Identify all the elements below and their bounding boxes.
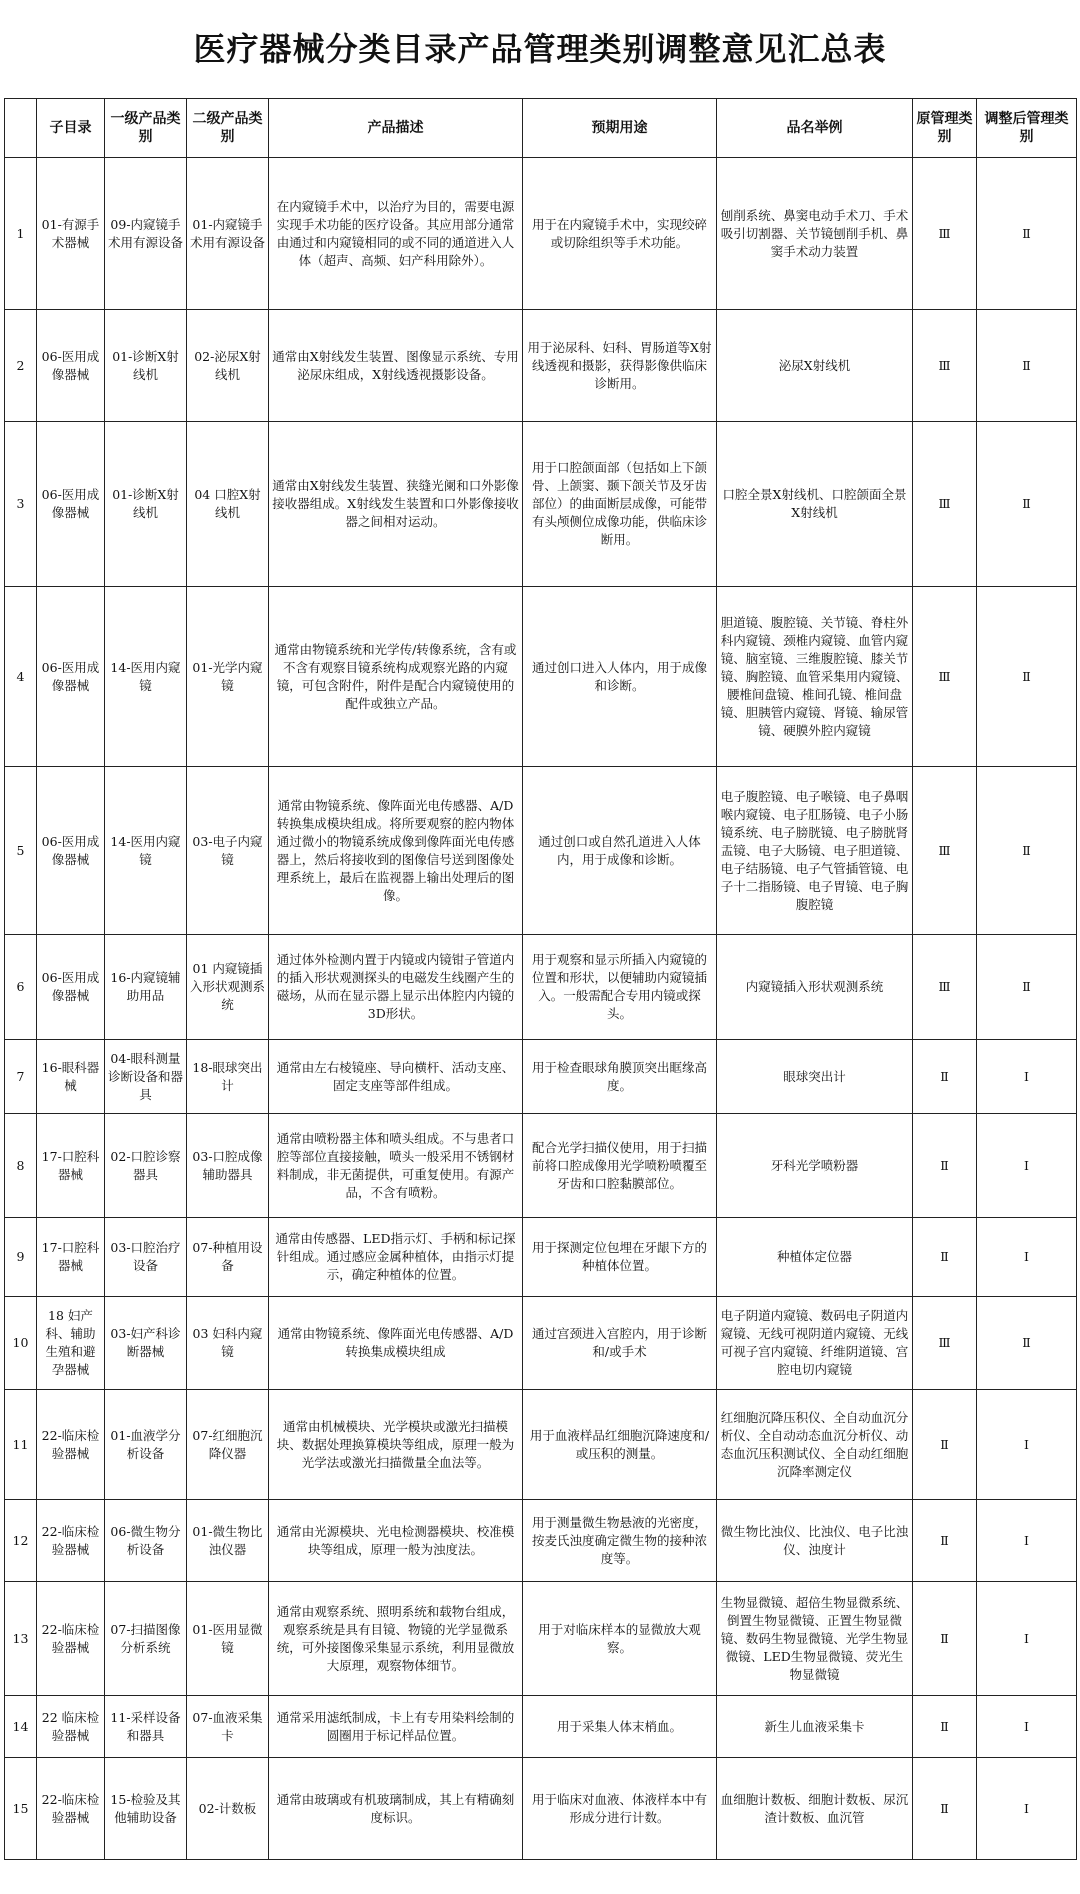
original-class-cell: Ⅲ: [913, 935, 977, 1040]
original-class-cell: Ⅲ: [913, 587, 977, 767]
table-row: [5, 1582, 1077, 1696]
level2-category-cell: 07-种植用设备: [187, 1218, 269, 1297]
level1-category-cell: 15-检验及其他辅助设备: [105, 1758, 187, 1860]
description-cell: 通过体外检测内置于内镜或内镜钳子管道内的插入形状观测探头的电磁发生线圈产生的磁场，从而在显示器上显示出体腔内内镜的3D形状。: [269, 935, 523, 1040]
table-body: [5, 158, 1077, 1860]
examples-cell: 生物显微镜、超倍生物显微系统、倒置生物显微镜、正置生物显微镜、数码生物显微镜、光学生物显微镜、LED生物显微镜、荧光生物显微镜: [717, 1582, 913, 1696]
subcatalog-cell: 06-医用成像器械: [37, 767, 105, 935]
original-class-cell: Ⅲ: [913, 767, 977, 935]
subcatalog-cell: 22-临床检验器械: [37, 1390, 105, 1500]
row-index: 3: [5, 422, 37, 587]
original-class-cell: Ⅱ: [913, 1040, 977, 1114]
subcatalog-cell: 06-医用成像器械: [37, 935, 105, 1040]
intended-use-cell: 通过创口或自然孔道进入人体内，用于成像和诊断。: [523, 767, 717, 935]
intended-use-cell: 通过创口进入人体内，用于成像和诊断。: [523, 587, 717, 767]
subcatalog-cell: 06-医用成像器械: [37, 310, 105, 422]
row-index: 1: [5, 158, 37, 310]
level1-category-cell: 01-诊断X射线机: [105, 422, 187, 587]
examples-cell: 血细胞计数板、细胞计数板、尿沉渣计数板、血沉管: [717, 1758, 913, 1860]
row-index: 2: [5, 310, 37, 422]
subcatalog-cell: 06-医用成像器械: [37, 422, 105, 587]
adjusted-class-cell: Ⅱ: [977, 310, 1077, 422]
adjusted-class-cell: Ⅰ: [977, 1500, 1077, 1582]
header-adjusted-class: 调整后管理类别: [977, 99, 1077, 158]
row-index: 13: [5, 1582, 37, 1696]
table-row: [5, 935, 1077, 1040]
level1-category-cell: 07-扫描图像分析系统: [105, 1582, 187, 1696]
description-cell: 通常由X射线发生装置、狭缝光阑和口外影像接收器组成。X射线发生装置和口外影像接收器之间相对运动。: [269, 422, 523, 587]
adjusted-class-cell: Ⅱ: [977, 1297, 1077, 1390]
table-row: [5, 587, 1077, 767]
intended-use-cell: 用于测量微生物悬液的光密度，按麦氏浊度确定微生物的接种浓度等。: [523, 1500, 717, 1582]
subcatalog-cell: 01-有源手术器械: [37, 158, 105, 310]
intended-use-cell: 通过宫颈进入宫腔内，用于诊断和/或手术: [523, 1297, 717, 1390]
level1-category-cell: 02-口腔诊察器具: [105, 1114, 187, 1218]
description-cell: 通常由物镜系统、像阵面光电传感器、A/D转换集成模块组成。将所要观察的腔内物体通过微小的物镜系统成像到像阵面光电传感器上，然后将接收到的图像信号送到图像处理系统上，最后在监视器上输出处理后的图像。: [269, 767, 523, 935]
examples-cell: 牙科光学喷粉器: [717, 1114, 913, 1218]
subcatalog-cell: 22-临床检验器械: [37, 1500, 105, 1582]
subcatalog-cell: 16-眼科器械: [37, 1040, 105, 1114]
level1-category-cell: 14-医用内窥镜: [105, 767, 187, 935]
examples-cell: 电子阴道内窥镜、数码电子阴道内窥镜、无线可视阴道内窥镜、无线可视子宫内窥镜、纤维阴道镜、宫腔电切内窥镜: [717, 1297, 913, 1390]
intended-use-cell: 用于临床对血液、体液样本中有形成分进行计数。: [523, 1758, 717, 1860]
table-row: [5, 1040, 1077, 1114]
page-title: 医疗器械分类目录产品管理类别调整意见汇总表: [193, 30, 887, 68]
examples-cell: 电子腹腔镜、电子喉镜、电子鼻咽喉内窥镜、电子肛肠镜、电子小肠镜系统、电子膀胱镜、电子膀胱肾盂镜、电子大肠镜、电子胆道镜、电子结肠镜、电子气管插管镜、电子十二指肠镜、电子胃镜、电子胸腹腔镜: [717, 767, 913, 935]
table-row: [5, 767, 1077, 935]
level1-category-cell: 09-内窥镜手术用有源设备: [105, 158, 187, 310]
examples-cell: 泌尿X射线机: [717, 310, 913, 422]
level1-category-cell: 06-微生物分析设备: [105, 1500, 187, 1582]
description-cell: 通常由玻璃或有机玻璃制成，其上有精确刻度标识。: [269, 1758, 523, 1860]
row-index: 10: [5, 1297, 37, 1390]
original-class-cell: Ⅱ: [913, 1500, 977, 1582]
original-class-cell: Ⅱ: [913, 1114, 977, 1218]
header-product-description: 产品描述: [269, 99, 523, 158]
level1-category-cell: 04-眼科测量诊断设备和器具: [105, 1040, 187, 1114]
intended-use-cell: 用于观察和显示所插入内窥镜的位置和形状，以便辅助内窥镜插入。一般需配合专用内镜或探头。: [523, 935, 717, 1040]
intended-use-cell: 用于检查眼球角膜顶突出眶缘高度。: [523, 1040, 717, 1114]
original-class-cell: Ⅱ: [913, 1218, 977, 1297]
level1-category-cell: 14-医用内窥镜: [105, 587, 187, 767]
level2-category-cell: 18-眼球突出计: [187, 1040, 269, 1114]
row-index: 12: [5, 1500, 37, 1582]
row-index: 15: [5, 1758, 37, 1860]
adjusted-class-cell: Ⅰ: [977, 1582, 1077, 1696]
examples-cell: 刨削系统、鼻窦电动手术刀、手术吸引切割器、关节镜刨削手机、鼻窦手术动力装置: [717, 158, 913, 310]
level1-category-cell: 11-采样设备和器具: [105, 1696, 187, 1758]
header-row: [5, 99, 1077, 158]
examples-cell: 种植体定位器: [717, 1218, 913, 1297]
table-row: [5, 1218, 1077, 1297]
intended-use-cell: 用于对临床样本的显微放大观察。: [523, 1582, 717, 1696]
subcatalog-cell: 22-临床检验器械: [37, 1582, 105, 1696]
description-cell: 通常由喷粉器主体和喷头组成。不与患者口腔等部位直接接触，喷头一般采用不锈钢材料制成，非无菌提供，可重复使用。有源产品，不含有喷粉。: [269, 1114, 523, 1218]
original-class-cell: Ⅲ: [913, 310, 977, 422]
level2-category-cell: 01-光学内窥镜: [187, 587, 269, 767]
row-index: 4: [5, 587, 37, 767]
original-class-cell: Ⅲ: [913, 158, 977, 310]
adjusted-class-cell: Ⅱ: [977, 422, 1077, 587]
description-cell: 通常由光源模块、光电检测器模块、校准模块等组成，原理一般为浊度法。: [269, 1500, 523, 1582]
adjusted-class-cell: Ⅱ: [977, 935, 1077, 1040]
original-class-cell: Ⅱ: [913, 1582, 977, 1696]
subcatalog-cell: 22 临床检验器械: [37, 1696, 105, 1758]
table-row: [5, 1500, 1077, 1582]
examples-cell: 微生物比浊仪、比浊仪、电子比浊仪、浊度计: [717, 1500, 913, 1582]
examples-cell: 红细胞沉降压积仪、全自动血沉分析仪、全自动动态血沉分析仪、动态血沉压积测试仪、全自动红细胞沉降率测定仪: [717, 1390, 913, 1500]
adjusted-class-cell: Ⅱ: [977, 767, 1077, 935]
level2-category-cell: 03-电子内窥镜: [187, 767, 269, 935]
subcatalog-cell: 18 妇产科、辅助生殖和避孕器械: [37, 1297, 105, 1390]
table-row: [5, 1297, 1077, 1390]
level2-category-cell: 01 内窥镜插入形状观测系统: [187, 935, 269, 1040]
table-row: [5, 310, 1077, 422]
intended-use-cell: 配合光学扫描仪使用，用于扫描前将口腔成像用光学喷粉喷覆至牙齿和口腔黏膜部位。: [523, 1114, 717, 1218]
description-cell: 在内窥镜手术中，以治疗为目的，需要电源实现手术功能的医疗设备。其应用部分通常由通过和内窥镜相同的或不同的通道进入人体（超声、高频、妇产科用除外）。: [269, 158, 523, 310]
adjusted-class-cell: Ⅰ: [977, 1390, 1077, 1500]
row-index: 7: [5, 1040, 37, 1114]
level2-category-cell: 02-泌尿X射线机: [187, 310, 269, 422]
header-subcatalog: 子目录: [37, 99, 105, 158]
header-level2-category: 二级产品类别: [187, 99, 269, 158]
subcatalog-cell: 06-医用成像器械: [37, 587, 105, 767]
level2-category-cell: 01-微生物比浊仪器: [187, 1500, 269, 1582]
description-cell: 通常采用滤纸制成，卡上有专用染料绘制的圆圈用于标记样品位置。: [269, 1696, 523, 1758]
description-cell: 通常由物镜系统和光学传/转像系统，含有或不含有观察目镜系统构成观察光路的内窥镜，可包含附件，附件是配合内窥镜使用的配件或独立产品。: [269, 587, 523, 767]
adjusted-class-cell: Ⅰ: [977, 1758, 1077, 1860]
adjusted-class-cell: Ⅰ: [977, 1040, 1077, 1114]
row-index: 11: [5, 1390, 37, 1500]
row-index: 14: [5, 1696, 37, 1758]
level1-category-cell: 03-口腔治疗设备: [105, 1218, 187, 1297]
adjustment-summary-table: [4, 98, 1077, 1860]
table-row: [5, 1114, 1077, 1218]
adjusted-class-cell: Ⅰ: [977, 1114, 1077, 1218]
examples-cell: 眼球突出计: [717, 1040, 913, 1114]
row-index: 6: [5, 935, 37, 1040]
adjusted-class-cell: Ⅰ: [977, 1696, 1077, 1758]
subcatalog-cell: 17-口腔科器械: [37, 1218, 105, 1297]
original-class-cell: Ⅲ: [913, 1297, 977, 1390]
header-intended-use: 预期用途: [523, 99, 717, 158]
table-row: [5, 422, 1077, 587]
level2-category-cell: 04 口腔X射线机: [187, 422, 269, 587]
level1-category-cell: 03-妇产科诊断器械: [105, 1297, 187, 1390]
description-cell: 通常由X射线发生装置、图像显示系统、专用泌尿床组成，X射线透视摄影设备。: [269, 310, 523, 422]
intended-use-cell: 用于口腔颌面部（包括如上下颌骨、上颌窦、颞下颌关节及牙齿部位）的曲面断层成像，可能带有头颅侧位成像功能，供临床诊断用。: [523, 422, 717, 587]
table-row: [5, 1758, 1077, 1860]
row-index: 8: [5, 1114, 37, 1218]
original-class-cell: Ⅲ: [913, 422, 977, 587]
intended-use-cell: 用于探测定位包埋在牙龈下方的种植体位置。: [523, 1218, 717, 1297]
row-index: 9: [5, 1218, 37, 1297]
level2-category-cell: 02-计数板: [187, 1758, 269, 1860]
adjusted-class-cell: Ⅰ: [977, 1218, 1077, 1297]
level2-category-cell: 03-口腔成像辅助器具: [187, 1114, 269, 1218]
description-cell: 通常由机械模块、光学模块或激光扫描模块、数据处理换算模块等组成，原理一般为光学法或激光扫描微量全血法等。: [269, 1390, 523, 1500]
adjusted-class-cell: Ⅱ: [977, 587, 1077, 767]
description-cell: 通常由观察系统、照明系统和载物台组成，观察系统是具有目镜、物镜的光学显微系统，可外接图像采集显示系统，利用显微放大原理，观察物体细节。: [269, 1582, 523, 1696]
header-original-class: 原管理类别: [913, 99, 977, 158]
level2-category-cell: 01-医用显微镜: [187, 1582, 269, 1696]
intended-use-cell: 用于在内窥镜手术中，实现绞碎或切除组织等手术功能。: [523, 158, 717, 310]
level2-category-cell: 07-血液采集卡: [187, 1696, 269, 1758]
level1-category-cell: 01-血液学分析设备: [105, 1390, 187, 1500]
examples-cell: 内窥镜插入形状观测系统: [717, 935, 913, 1040]
level1-category-cell: 16-内窥镜辅助用品: [105, 935, 187, 1040]
row-index: 5: [5, 767, 37, 935]
intended-use-cell: 用于血液样品红细胞沉降速度和/或压积的测量。: [523, 1390, 717, 1500]
table-row: [5, 1390, 1077, 1500]
table-row: [5, 1696, 1077, 1758]
level1-category-cell: 01-诊断X射线机: [105, 310, 187, 422]
intended-use-cell: 用于泌尿科、妇科、胃肠道等X射线透视和摄影，获得影像供临床诊断用。: [523, 310, 717, 422]
level2-category-cell: 07-红细胞沉降仪器: [187, 1390, 269, 1500]
adjusted-class-cell: Ⅱ: [977, 158, 1077, 310]
table-row: [5, 158, 1077, 310]
subcatalog-cell: 17-口腔科器械: [37, 1114, 105, 1218]
header-index: [5, 99, 37, 158]
original-class-cell: Ⅱ: [913, 1758, 977, 1860]
header-level1-category: 一级产品类别: [105, 99, 187, 158]
level2-category-cell: 03 妇科内窥镜: [187, 1297, 269, 1390]
original-class-cell: Ⅱ: [913, 1390, 977, 1500]
header-product-examples: 品名举例: [717, 99, 913, 158]
intended-use-cell: 用于采集人体末梢血。: [523, 1696, 717, 1758]
description-cell: 通常由物镜系统、像阵面光电传感器、A/D转换集成模块组成: [269, 1297, 523, 1390]
examples-cell: 新生儿血液采集卡: [717, 1696, 913, 1758]
description-cell: 通常由传感器、LED指示灯、手柄和标记探针组成。通过感应金属种植体，由指示灯提示，确定种植体的位置。: [269, 1218, 523, 1297]
examples-cell: 胆道镜、腹腔镜、关节镜、脊柱外科内窥镜、颈椎内窥镜、血管内窥镜、脑室镜、三维腹腔镜、膝关节镜、胸腔镜、血管采集用内窥镜、腰椎间盘镜、椎间孔镜、椎间盘镜、胆胰管内窥镜、肾镜、输尿管镜、硬膜外腔内窥镜: [717, 587, 913, 767]
description-cell: 通常由左右棱镜座、导向横杆、活动支座、固定支座等部件组成。: [269, 1040, 523, 1114]
level2-category-cell: 01-内窥镜手术用有源设备: [187, 158, 269, 310]
examples-cell: 口腔全景X射线机、口腔颌面全景X射线机: [717, 422, 913, 587]
original-class-cell: Ⅱ: [913, 1696, 977, 1758]
subcatalog-cell: 22-临床检验器械: [37, 1758, 105, 1860]
